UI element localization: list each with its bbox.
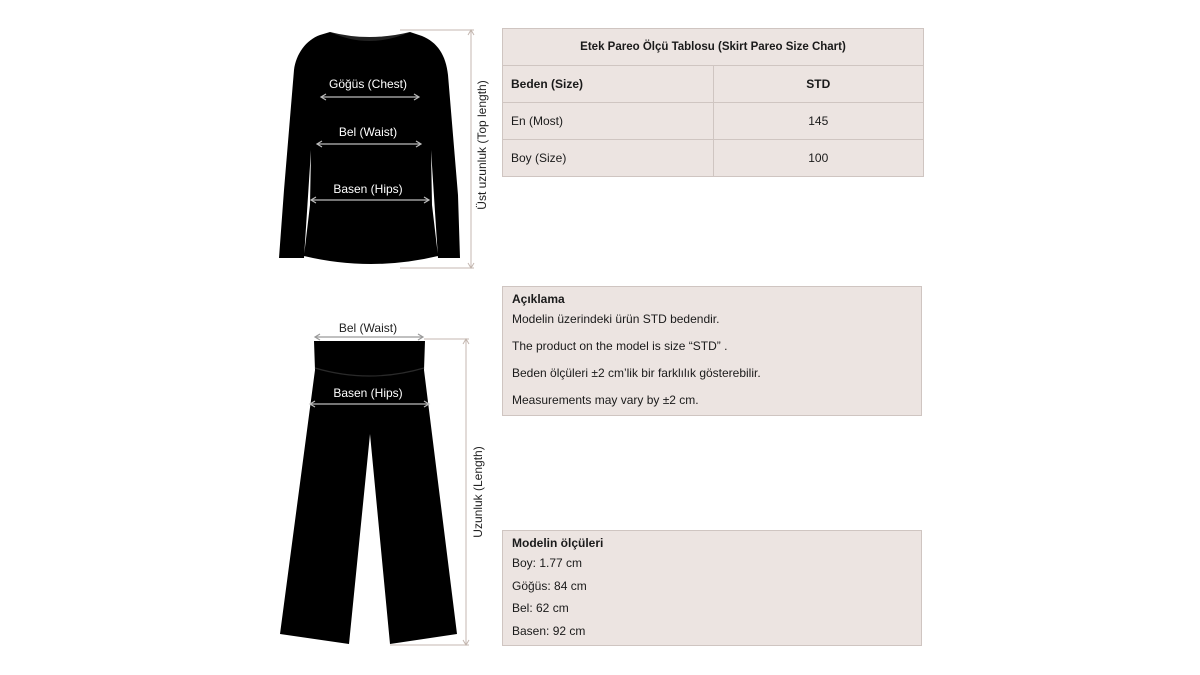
top-chest-label: Göğüs (Chest) [328, 77, 408, 91]
model-measurement-line: Boy: 1.77 cm [512, 556, 583, 570]
size-header-label: Beden (Size) [503, 66, 714, 103]
pants-hips-label: Basen (Hips) [333, 386, 403, 400]
model-measurement-line: Basen: 92 cm [512, 623, 586, 638]
description-line: Measurements may vary by ±2 cm. [512, 393, 699, 407]
row-label: Boy (Size) [503, 140, 714, 177]
table-row [503, 140, 924, 177]
size-chart-title-row [503, 29, 924, 66]
description-line: Beden ölçüleri ±2 cm’lik bir farklılık gösterebilir. [512, 366, 761, 380]
size-chart-header-row [503, 66, 924, 103]
pants-waist-label: Bel (Waist) [338, 321, 398, 335]
top-waist-label: Bel (Waist) [338, 125, 398, 139]
row-label: En (Most) [503, 103, 714, 140]
model-measurement-line: Göğüs: 84 cm [512, 578, 587, 593]
row-value: 145 [713, 103, 924, 140]
model-measurements-box [502, 530, 922, 646]
description-line: The product on the model is size “STD” . [512, 339, 728, 353]
table-row [503, 103, 924, 140]
size-chart-title: Etek Pareo Ölçü Tablosu (Skirt Pareo Size Chart) [503, 29, 924, 66]
top-illustration [279, 30, 489, 268]
model-measurement-line: Bel: 62 cm [512, 601, 569, 615]
size-chart-table [502, 28, 924, 177]
pants-illustration [280, 321, 485, 645]
row-value: 100 [713, 140, 924, 177]
garment-illustrations [0, 0, 500, 675]
top-garment-shape [279, 32, 460, 264]
description-line: Modelin üzerindeki ürün STD bedendir. [512, 312, 720, 326]
description-box [502, 286, 922, 416]
pants-length-label: Uzunluk (Length) [471, 446, 485, 538]
model-measurements-title: Modelin ölçüleri [512, 536, 604, 550]
description-title: Açıklama [512, 292, 565, 306]
top-length-label: Üst uzunluk (Top length) [475, 80, 489, 210]
size-header-value: STD [713, 66, 924, 103]
top-hips-label: Basen (Hips) [333, 182, 403, 196]
